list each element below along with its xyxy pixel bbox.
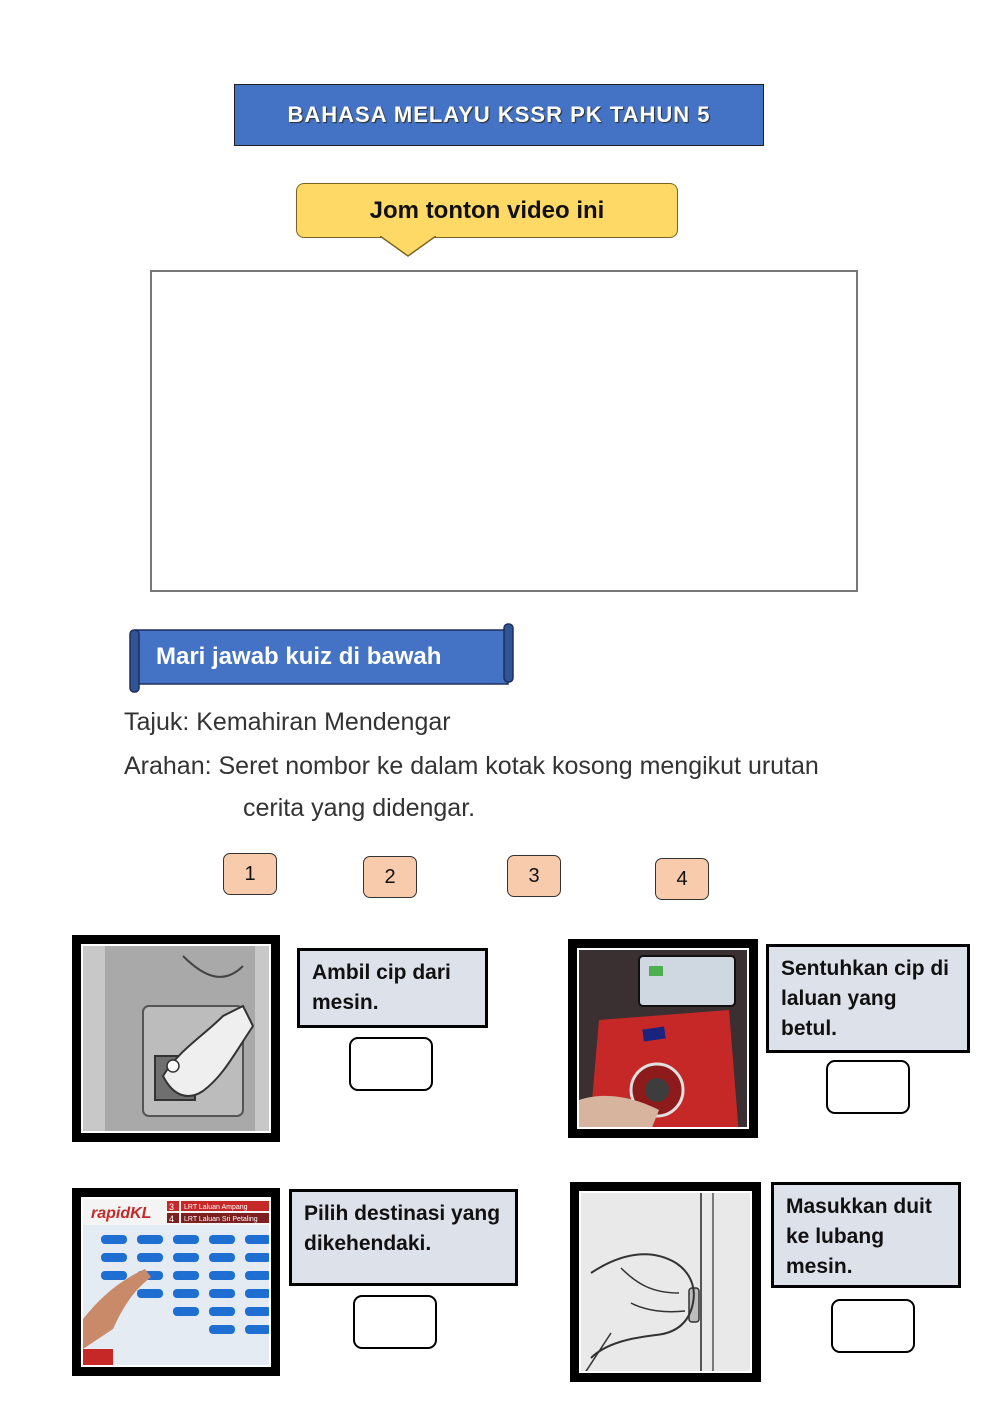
page-title-banner bbox=[234, 84, 764, 146]
card-take-chip bbox=[297, 948, 488, 1028]
video-callout bbox=[296, 183, 678, 238]
image-touch-chip bbox=[568, 939, 758, 1138]
image-insert-money bbox=[570, 1182, 761, 1382]
drop-box-touch-chip[interactable] bbox=[826, 1060, 910, 1114]
kiosk-line3-label: LRT Laluan Ampang bbox=[184, 1204, 248, 1211]
kiosk-brand-text: rapidKL bbox=[91, 1205, 152, 1222]
quiz-banner-text: Mari jawab kuiz di bawah bbox=[156, 643, 442, 670]
card-insert-money-text: Masukkan duit ke lubang mesin. bbox=[786, 1195, 932, 1278]
card-choose-destination-text: Pilih destinasi yang dikehendaki. bbox=[304, 1202, 501, 1255]
kiosk-line4-number: 4 bbox=[169, 1214, 175, 1224]
gate-touch-chip-photo bbox=[579, 950, 749, 1129]
image-take-chip bbox=[72, 935, 280, 1142]
video-callout-text: Jom tonton video ini bbox=[369, 196, 605, 224]
hand-inserting-money-illustration bbox=[581, 1193, 752, 1373]
card-take-chip-text: Ambil cip dari mesin. bbox=[312, 961, 451, 1014]
card-insert-money bbox=[771, 1182, 961, 1288]
image-choose-destination bbox=[72, 1188, 280, 1376]
hand-taking-chip-illustration bbox=[83, 946, 271, 1133]
instruction-text-line2: cerita yang didengar. bbox=[243, 794, 476, 822]
drop-box-choose-destination[interactable] bbox=[353, 1295, 437, 1349]
card-choose-destination bbox=[289, 1189, 518, 1286]
kiosk-line3-number: 3 bbox=[169, 1202, 175, 1212]
draggable-number-2[interactable]: 2 bbox=[363, 856, 417, 898]
draggable-number-4[interactable]: 4 bbox=[655, 858, 709, 900]
kiosk-line4-label: LRT Laluan Sri Petaling bbox=[184, 1216, 258, 1223]
draggable-number-3[interactable]: 3 bbox=[507, 855, 561, 897]
ticket-kiosk-screen-photo bbox=[83, 1199, 271, 1367]
topic-text: Tajuk: Kemahiran Mendengar bbox=[124, 708, 451, 736]
drop-box-insert-money[interactable] bbox=[831, 1299, 915, 1353]
card-touch-chip bbox=[766, 944, 970, 1053]
drop-box-take-chip[interactable] bbox=[349, 1037, 433, 1091]
video-player[interactable] bbox=[150, 270, 858, 592]
instruction-text-line1: Arahan: Seret nombor ke dalam kotak kosong mengikut urutan bbox=[124, 752, 819, 780]
draggable-number-1[interactable]: 1 bbox=[223, 853, 277, 895]
page-title: BAHASA MELAYU KSSR PK TAHUN 5 bbox=[287, 102, 711, 127]
card-touch-chip-text: Sentuhkan cip di laluan yang betul. bbox=[781, 957, 950, 1040]
callout-pointer bbox=[380, 236, 436, 258]
